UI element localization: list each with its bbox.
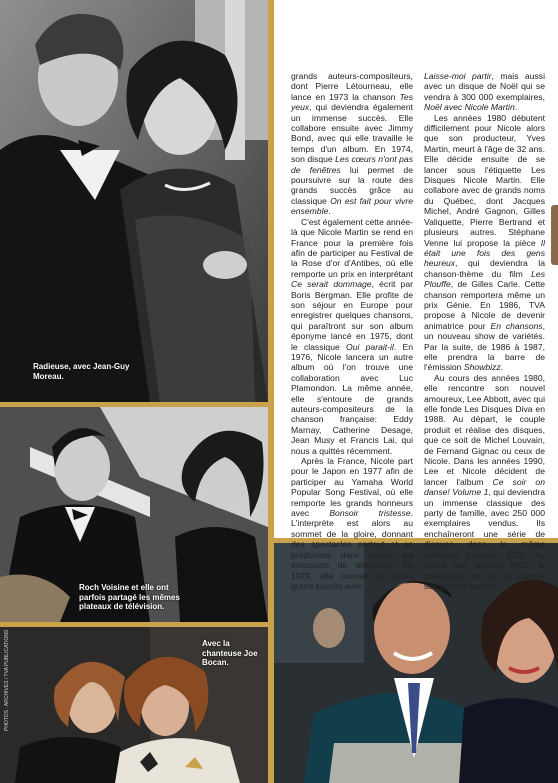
photo-3-caption: Avec la chanteuse Joe Bocan. xyxy=(202,639,258,667)
photo-jean-guy-moreau xyxy=(0,0,268,402)
text-run: lui permet de poursuivre sur la route des grands succès grâce au classique xyxy=(291,164,413,206)
text-run: . xyxy=(328,206,331,217)
photo-roch-voisine xyxy=(0,407,268,622)
italic-title: Laisse-moi partir xyxy=(424,71,492,81)
italic-title: Tes yeux xyxy=(291,91,413,113)
text-run: . En 1976, Nicole lancera un autre album où l'on trouve une collaboration avec Luc Plamondon. La même année, elle s'entoure de grands auteurs-compositeurs de la chanson française: Eddy Marnay, Catherine Desage, Jean Musy et Francis Lai, qui nous a quittés récemment. xyxy=(291,341,413,456)
text-run: Les années 1980 débutent difficilement pour Nicole alors que son producteur, Yves Martin, meurt à l'âge de 32 ans. Elle décide ensuite de se lancer sous l'étiquette Les Disques Nicole Martin. Elle collabore avec de grands noms du Québec, dont Jacques Michel, André Gagnon, Gilles Valiquette, Pierre Bertrand et plusieurs autres. Stéphane Venne lui propose la pièce xyxy=(424,112,545,248)
adjacent-page-edge xyxy=(551,205,558,265)
photo-joe-bocan xyxy=(0,627,268,783)
text-run: , qui deviendra un immense classique des party de famille, avec 250 000 exemplaires vendus. Ils enchaîneront une série de disques dans la même collection jusqu'en 2000. Au début des années 2000, la chanteuse met sur le marché ses grands succès xyxy=(424,487,545,591)
text-run: Au cours des années 1980, elle rencontre son nouvel amoureux, Lee Abbott, avec qui elle fonde Les Disques Diva en 1988. Au départ, le couple produit et réalise des disques, que ce soit de Michel Louvain, de Fernand Gignac ou ceux de Nicole. Dans les années 1990, Lee et Nicole décident de lancer l'album xyxy=(424,372,545,487)
article-paragraph xyxy=(291,71,413,217)
article-paragraph xyxy=(424,373,545,592)
text-run: , mais aussi avec un disque de Noël qui se vendra à 300 000 exemplaires, xyxy=(424,71,545,102)
photo-2-caption: Roch Voisine et elle ont parfois partagé les mêmes plateaux de télévision. xyxy=(79,583,180,611)
text-run: , un nouveau show de variétés. Par la suite, de 1986 à 1987, elle prendra la barre de l'émission xyxy=(424,320,545,373)
text-run: , qui deviendra également un immense succès. Elle collabore ensuite avec Jimmy Bond, avec qui elle travaille le temps d'un album. En 1974, son disque xyxy=(291,102,413,165)
photo-1-caption: Radieuse, avec Jean-Guy Moreau. xyxy=(33,362,130,381)
italic-title: Ce serait dommage xyxy=(291,279,372,290)
photo-credit: PHOTOS : ARCHIVES / TVA PUBLICATIONS xyxy=(4,629,10,731)
text-run: grands auteurs-compositeurs, dont Pierre Létourneau, elle lance en 1973 la chanson xyxy=(291,71,413,102)
text-run: Après la France, Nicole part pour le Japon en 1977 afin de participer au Yamaha World Popular Song Festival, où elle remporte les grands honneurs avec xyxy=(291,456,413,519)
italic-title: Les Plouffe xyxy=(424,268,545,290)
italic-title: Oui parait-il xyxy=(346,341,394,352)
italic-title: Les cœurs n'ont pas de fenêtres xyxy=(291,154,413,175)
article-paragraph xyxy=(424,113,545,373)
text-run: , de Gilles Carle. Cette chanson remportera même un prix Génie. En 1986, TVA propose à Nicole de devenir animatrice pour xyxy=(424,279,545,331)
text-run: , qui deviendra la chanson-thème du film xyxy=(424,258,545,279)
article-paragraph xyxy=(291,456,413,591)
italic-title: Il était une fois des gens heureux xyxy=(424,237,545,269)
article-column-2 xyxy=(424,71,545,591)
text-run: . L'interprète est alors au sommet de la gloire, donnant des spectacles partout et se produisant dans toutes les émissions de télévision. En 1979, elle connaît un autre grand succès avec xyxy=(291,508,413,591)
article-paragraph xyxy=(291,217,413,456)
italic-title: Bonsoir tristesse xyxy=(329,508,411,519)
italic-title: On est fait pour vivre ensemble xyxy=(291,195,413,217)
italic-title: Ce soir on danse! Volume 1 xyxy=(424,476,545,498)
photo-1-image xyxy=(0,0,268,402)
italic-title: Noël avec Nicole Martin xyxy=(424,102,515,113)
text-run: . xyxy=(514,102,518,113)
article-column-1 xyxy=(291,71,413,591)
italic-title: En chansons xyxy=(490,320,543,331)
text-run: , écrit par Boris Bergman. Elle profite de son séjour en Europe pour enregistrer quelques chansons, qui paraîtront sur son album éponyme lancé en 1975, dont le classique xyxy=(291,279,413,352)
text-run: C'est également cette année-là que Nicole Martin se rend en France pour la première fois afin de participer au Festival de la Rose d'or d'Antibes, où elle remporte un prix en interprétant xyxy=(291,216,413,279)
article-paragraph xyxy=(424,71,545,113)
text-run: . xyxy=(500,362,504,373)
italic-title: Showbizz xyxy=(463,362,501,373)
